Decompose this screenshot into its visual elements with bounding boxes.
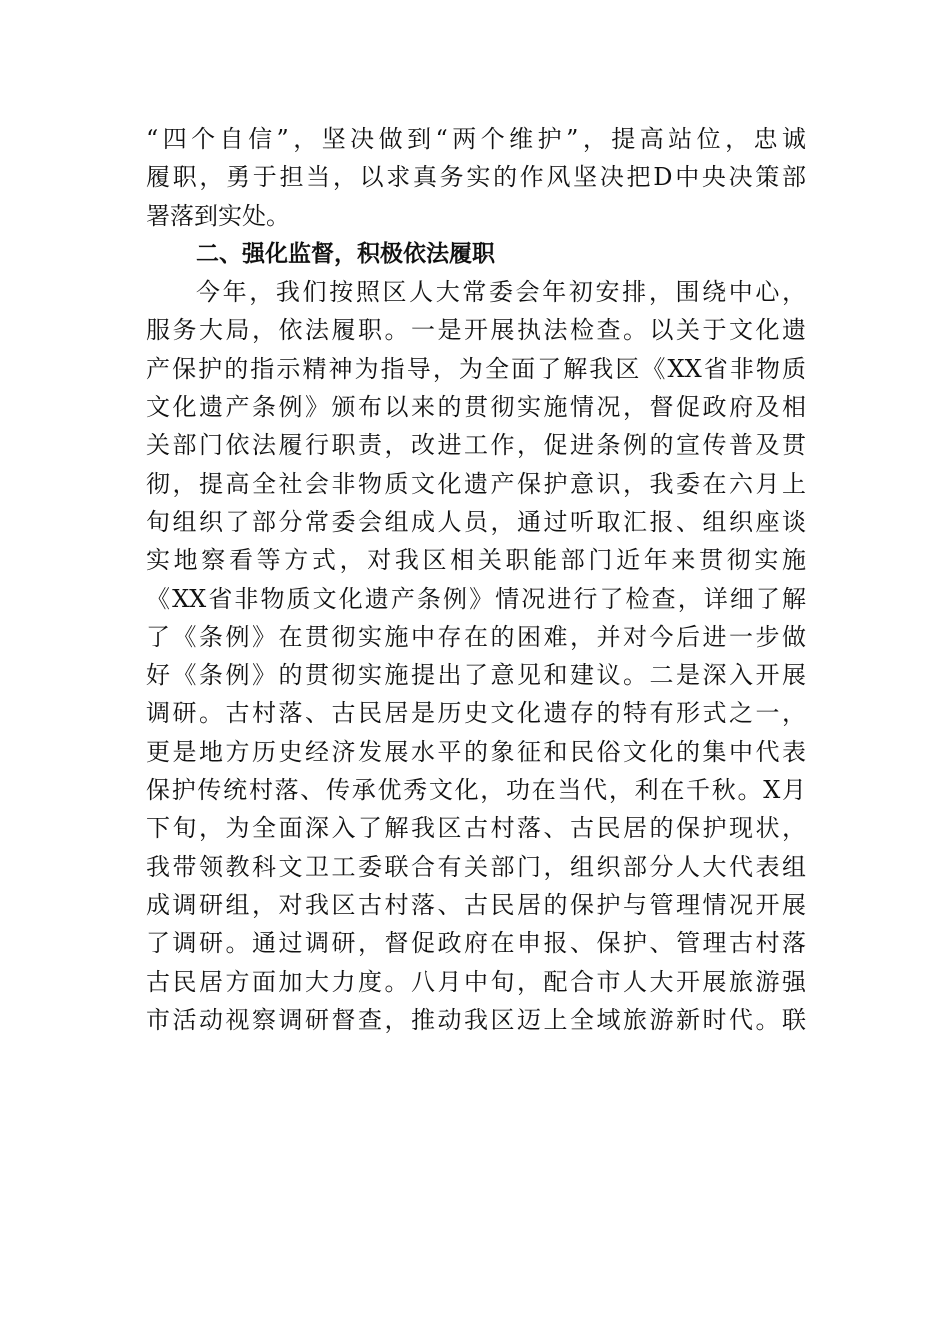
paragraph-2 — [146, 273, 806, 1039]
document-page — [146, 120, 806, 1039]
text-line: 旬组织了部分常委会组成人员，通过听取汇报、组织座谈 — [146, 507, 806, 536]
text-line: 关部门依法履行职责，改进工作，促进条例的宣传普及贯 — [146, 431, 806, 460]
text-line: 今年，我们按照区人大常委会年初安排，围绕中心， — [196, 278, 806, 307]
text-line: 产保护的指示精神为指导，为全面了解我区《XX省非物质 — [146, 354, 806, 383]
text-line: 文化遗产条例》颁布以来的贯彻实施情况，督促政府及相 — [146, 393, 806, 422]
text-line: 了《条例》在贯彻实施中存在的困难，并对今后进一步做 — [146, 622, 806, 651]
text-line: 《XX省非物质文化遗产条例》情况进行了检查，详细了解 — [146, 584, 806, 613]
text-line: 我带领教科文卫工委联合有关部门，组织部分人大代表组 — [146, 852, 806, 881]
text-line: 服务大局，依法履职。一是开展执法检查。以关于文化遗 — [146, 316, 806, 345]
text-line: 保护传统村落、传承优秀文化，功在当代，利在千秋。X月 — [146, 776, 806, 805]
text-line: 调研。古村落、古民居是历史文化遗存的特有形式之一， — [146, 699, 806, 728]
paragraph-1 — [146, 120, 806, 235]
text-line: 好《条例》的贯彻实施提出了意见和建议。二是深入开展 — [146, 661, 806, 690]
text-line: 更是地方历史经济发展水平的象征和民俗文化的集中代表 — [146, 737, 806, 766]
text-line: 成调研组，对我区古村落、古民居的保护与管理情况开展 — [146, 890, 806, 919]
text-line: 古民居方面加大力度。八月中旬，配合市人大开展旅游强 — [146, 967, 806, 996]
text-line: 实地察看等方式，对我区相关职能部门近年来贯彻实施 — [146, 546, 806, 575]
text-line: 署落到实处。 — [146, 201, 290, 230]
section-heading: 二、强化监督，积极依法履职 — [196, 240, 495, 267]
text-line: 了调研。通过调研，督促政府在申报、保护、管理古村落 — [146, 929, 806, 958]
text-line: 下旬，为全面深入了解我区古村落、古民居的保护现状， — [146, 814, 806, 843]
text-line: 市活动视察调研督查，推动我区迈上全域旅游新时代。联 — [146, 1005, 806, 1034]
text-line: “四个自信”，坚决做到“两个维护”，提高站位，忠诚 — [146, 125, 806, 153]
text-line: 彻，提高全社会非物质文化遗产保护意识，我委在六月上 — [146, 469, 806, 498]
text-line: 履职，勇于担当，以求真务实的作风坚决把D中央决策部 — [146, 163, 806, 192]
